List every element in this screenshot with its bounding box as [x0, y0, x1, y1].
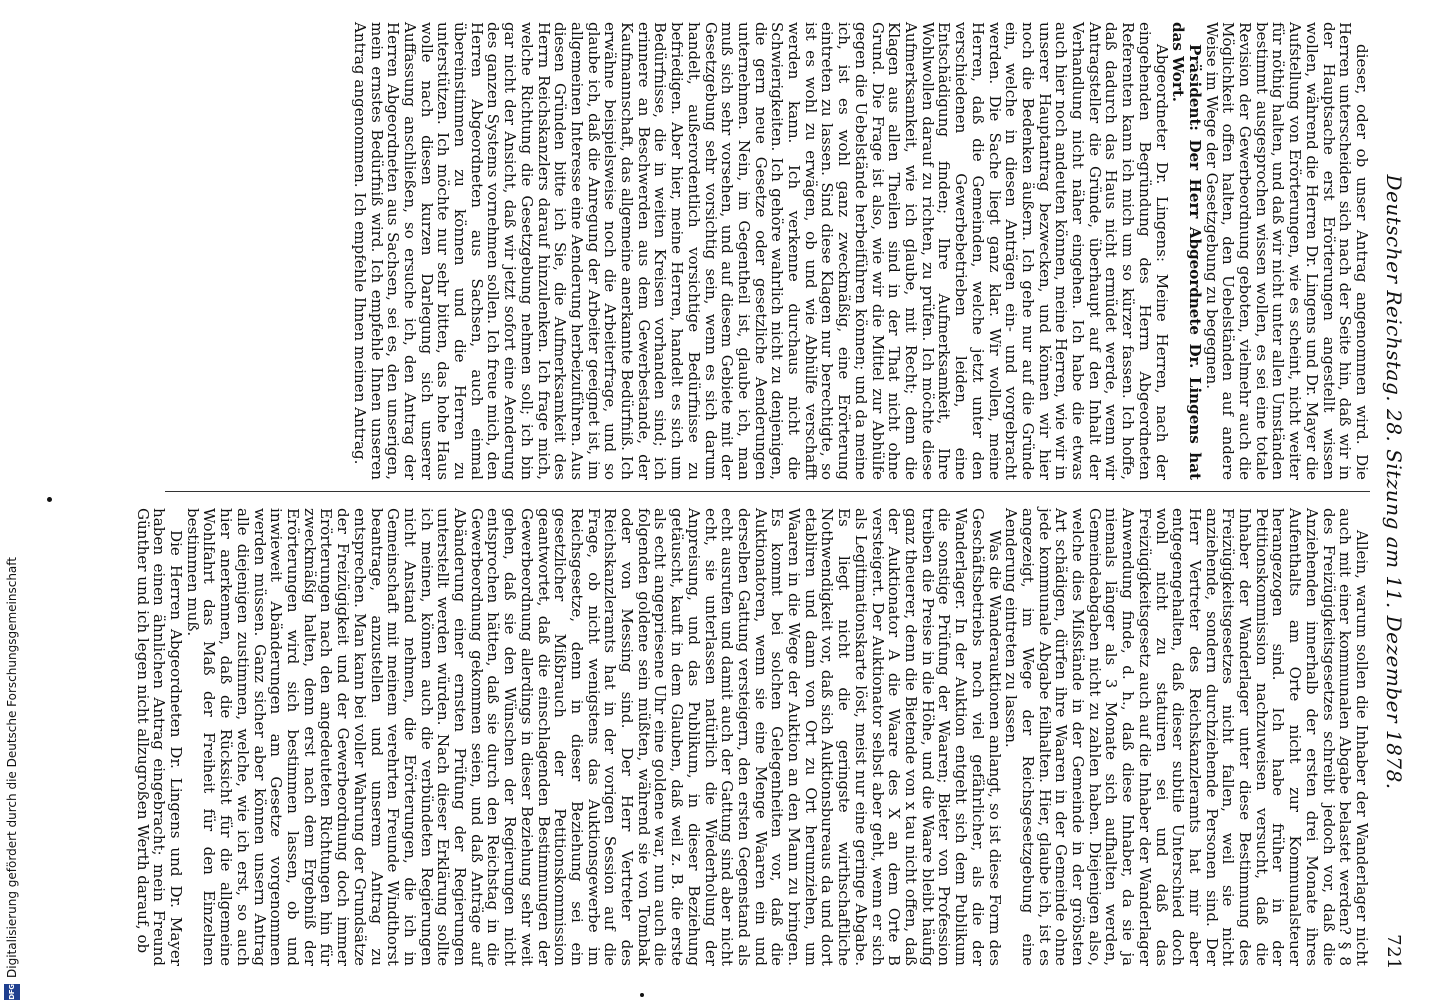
right-column: [134, 508, 1370, 966]
paragraph: Was die Wanderauktionen anlangt, so ist diese Form des Geschäftsbetriebs noch viel gefährlicher, als die der Wanderlager. In der Auktion entgeht sich dem Publikum die sonstige Prüfung der Waaren; Bieter von Profession treiben die Preise in die Höhe, und die Waare bleibt häufig ganz theuerer, denn die Bietende von x tau nicht offen, daß der Auktionator A die Waare des X an dem Orte B versteigert. Der Auktionator selbst aber geht, wenn er sich als Legitimationskarte löst, meist nur eine geringe Abgabe. Es liegt nicht die geringste wirthschaftliche Nothwendigkeit vor, daß sich Auktionsbureaus da und dort etabliren und dann von Ort zu Ort herumziehen, um Waaren in die Wege der Auktion an den Mann zu bringen. Es kommt bei solchen Gelegenheiten vor, daß die Auktionatoren, wenn sie eine Menge Waaren ein und derselben Gattung versteigern, den ersten Gegenstand als echt ausrufen und damit auch der Gattung sind aber nicht echt, sie unterlassen natürlich die Wiederholung der Anpreisung, und das Publikum, in dieser Beziehung getäuscht, kauft in dem Glauben, daß weil z. B. die erste als echt angepriesene Uhr eine goldene war, nun auch die folgenden goldene sein müßten, während sie von Tombak oder von Messing sind. Der Herr Vertreter des Reichskanzleramts hat in der vorigen Session auf die Frage, ob nicht wenigstens das Auktionsgewerbe im Reichsgesetze, denn in dieser Beziehung sei ein gesetzlicher Mißbrauch der Petitionskommission geantwortet, daß die einschlagenden Bestimmungen der Gewerbeordnung allerdings in dieser Beziehung sehr weit gehen, daß sie den Wünschen der Regierungen nicht entsprochen hätten, daß sie durch den Reichstag in die Gewerbeordnung gekommen seien, und daß Anträge auf Abänderung einer ernsten Prüfung der Regierungen unterstellt werden würden. Nach dieser Erklärung sollte ich meinen, können auch die verbündeten Regierungen nicht Anstand nehmen, die Erörterungen, die ich in Gemeinschaft mit meinem verehrten Freunde Windthorst beantrage, anzustellen und unserem Antrag zu entsprechen. Man kann bei voller Wahrung der Grundsätze der Freizügigkeit und der Gewerbeordnung doch immer Erörterungen nach den angedeuteten Richtungen hin für zweckmäßig halten, denn erst nach dem Ergebniß der Erörterungen wird sich bestimmen lassen, ob und inwieweit Abänderungen am Gesetze vorgenommen werden müssen. Ganz sicher aber können unsern Antrag alle diejenigen zustimmen, welche, wie ich erst, so auch hier anerkennen, daß die Rücksicht für die allgemeine Wohlfahrt das Maß der Freiheit für den Einzelnen bestimmen muß.: [183, 508, 1004, 966]
running-title: Deutscher Reichstag. 28. Sitzung am 11. Dezember 1878.: [1382, 174, 1406, 790]
paragraph: Abgeordneter Dr. Lingens: Meine Herren, nach der eingehenden Begründung des Herrn Abgeordneten Referenten kann ich mich um so kürzer fassen. Ich hoffe, daß dadurch das Haus nicht ermüdet werde, wenn wir Antragsteller die Gründe, überhaupt auf den Inhalt der Verhandlung nicht näher eingehen. Ich habe die etwas auch hier noch andeuten können, meine Herren, wie wir in unserer Hauptantrag bezwecken, und können wir hier noch die Bedenken äußern. Ich gehe nur auf die Gründe ein, welche in diesen Anträgen ein- und vorgebracht werden. Die Sache liegt ganz klar. Wir wollen, meine Herren, daß die Gemeinden, welche jetzt unter den verschiedenen Gewerbebetrieben leiden, eine Entschädigung finden; Ihre Aufmerksamkeit, Ihre Wohlwollen darauf zu richten, zu prüfen. Ich möchte diese Aufmerksamkeit, wie ich glaube, mit Recht; denn die Klagen aus allen Theilen sind in der That nicht ohne Grund. Die Frage ist also, wie wir die Mittel zur Abhülfe gegen die Uebelstände herbeiführen können; und da meine ich, ist es wohl ganz zweckmäßig, eine Erörterung eintreten zu lassen. Sind diese Klagen nur berechtigte, so ist es wohl zu erwägen, ob und wie Abhülfe verschafft werden kann. Ich verkenne durchaus nicht die Schwierigkeiten. Ich gehöre wahrlich nicht zu denjenigen, die gern neue Gesetze oder gesetzliche Aenderungen unternehmen. Nein, im Gegentheil ist, glaube ich, man muß sich sehr vorsehen, und auf diesem Gebiete mit der Gesetzgebung sehr vorsichtig sein, wenn es sich darum handelt, außerordentlich vorsichtige Bedürfnisse zu befriedigen. Aber hier, meine Herren, handelt es sich um Bedürfnisse, die in weiten Kreisen vorhanden sind; ich erinnere an Beschwerden aus dem Gewerbestande, der Kaufmannschaft, das allgemeine anerkannte Bedürfniß. Ich erwähne beispielsweise noch die Arbeiterfrage, und so glaube ich, daß die Anregung der Arbeiter geeignet ist, im allgemeinen Interesse eine Aenderung herbeizuführen. Aus diesen Gründen bitte ich Sie, die Aufmerksamkeit des Herrn Reichskanzlers darauf hinzulenken. Ich frage mich, welche Richtung die Gesetzgebung nehmen soll; ich bin gar nicht der Ansicht, daß wir jetzt sofort eine Aenderung des ganzen Systems vornehmen sollen. Ich freue mich, den Herren Abgeordneten aus Sachsen, auch einmal übereinstimmen zu können und die Herren zu unterstützen. Ich möchte nur sehr bitten, das hohe Haus wolle nach diesen kurzen Darlegung sich unserer Auffassung anschließen, so ersuche ich, den Antrag der Herren Abgeordneten aus Sachsen, sei es, den unserigen, mein ernstes Bedürfniß wird. Ich empfehle Ihnen unseren Antrag angenommen. Ich empfehle Ihnen meinen Antrag.: [350, 22, 1171, 480]
footer: [0, 0, 24, 1000]
left-column: [351, 22, 1370, 480]
column-divider: [165, 491, 1370, 492]
page-number: 721: [1383, 934, 1405, 970]
paragraph: Die Herren Abgeordneten Dr. Lingens und Dr. Mayer haben einen ähnlichen Antrag eingebracht; mein Freund Günther und ich legen nicht allzugroßen Werth darauf, ob: [133, 508, 186, 966]
page-header: [1374, 30, 1414, 970]
dfg-logo: DFG: [4, 984, 20, 1000]
paragraph: Allein, warum sollen die Inhaber der Wanderlager nicht auch mit einer kommunalen Abgabe belastet werden? § 8 des Freizügigkeitsgesetzes schreibt jedoch vor, daß die Anziehenden innerhalb der ersten drei Monate ihres Aufenthalts am Orte nicht zur Kommunalsteuer herangezogen sind. Ich habe früher in der Petitionskommission nachzuweisen versucht, daß die Inhaber der Wanderlager unter diese Bestimmung des Freizügigkeitsgesetzes nicht fallen, weil sie nicht anziehende, sondern durchziehende Personen sind. Der Herr Vertreter des Reichskanzleramts hat mir aber entgegengehalten, daß dieser subtile Unterschied doch wohl nicht zu statuiren sei und daß das Freizügigkeitsgesetz auch auf die Inhaber der Wanderlager Anwendung finde, d. h., daß diese Inhaber, da sie ja niemals länger als 3 Monate sich aufhalten werden, Gemeindeabgaben nicht zu zahlen haben. Diejenigen also, welche dies Mißstände in der Gemeinde in der gröbsten Art schädigen, dürfen ihre Waaren in der Gemeinde ohne jede kommunale Abgabe feilhalten. Hier, glaube ich, ist es angezeigt, im Wege der Reichsgesetzgebung eine Aenderung eintreten zu lassen.: [1002, 508, 1371, 966]
scan-speck: [640, 993, 644, 997]
footer-credit: Digitalisierung gefördert durch die Deutsche Forschungsgemeinschaft: [5, 556, 19, 978]
paragraph: Präsident: Der Herr Abgeordnete Dr. Lingens hat das Wort.: [1169, 22, 1204, 480]
scan-speck: [47, 497, 52, 502]
paragraph: dieser, oder ob unser Antrag angenommen wird. Die Herren unterscheiden sich nach der Seite hin, daß wir in der Hauptsache erst Erörterungen angestellt wissen wollen, während die Herren Dr. Lingens und Dr. Mayer die Aufstellung von Erörterungen, wie es scheint, nicht weiter für nöthig halten, und daß wir nicht unter allen Umständen bestimmt ausgesprochen wissen wollen, es sei eine totale Revision der Gewerbeordnung geboten, vielmehr auch die Möglichkeit offen halten, den Uebelständen auf andere Weise im Wege der Gesetzgebung zu begegnen.: [1202, 22, 1371, 480]
